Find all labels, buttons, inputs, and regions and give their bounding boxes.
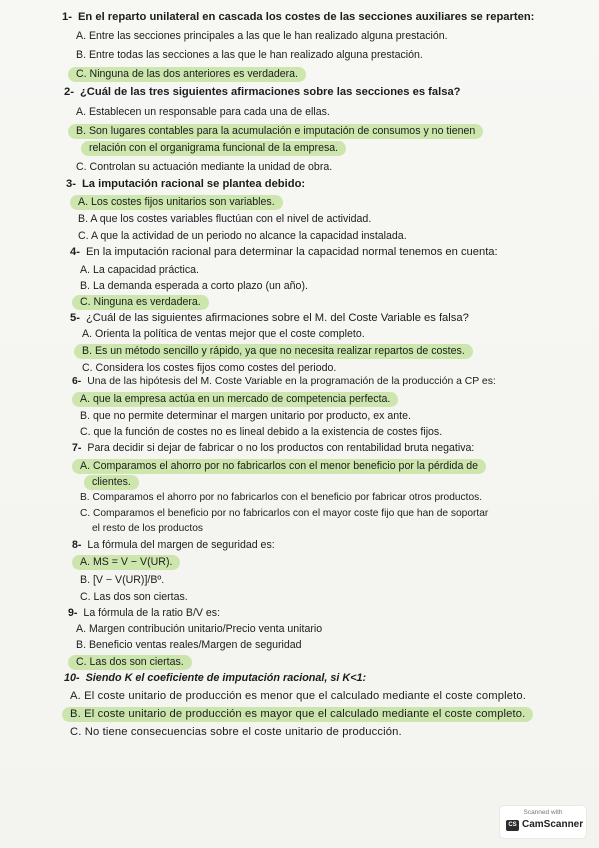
stamp-caption: Scanned with [523, 809, 563, 816]
stamp-brand: CamScanner [522, 819, 584, 830]
text-span: 4- [70, 246, 80, 258]
text-span: B. A que los costes variables fluctúan con el nivel de actividad. [78, 213, 372, 225]
q10-option-c [70, 725, 402, 739]
q7-option-b [80, 491, 482, 505]
q9-option-b [76, 638, 302, 652]
text-span: C. Comparamos el beneficio por no fabricarlos con el mayor coste fijo que han de soportar [80, 508, 489, 519]
question-1 [62, 10, 534, 24]
text-span: 5- [70, 312, 80, 324]
text-span: La fórmula del margen de seguridad es: [87, 539, 275, 551]
text-span: el resto de los productos [92, 523, 203, 534]
q8-option-c [80, 590, 188, 604]
text-span: Para decidir si dejar de fabricar o no los productos con rentabilidad bruta negativa: [87, 442, 475, 454]
q2-option-b [76, 124, 483, 138]
q6-option-b [80, 409, 411, 423]
text-span: B. [V − V(UR)]/Bº. [80, 574, 165, 586]
answer-highlight: C. Las dos son ciertas. [68, 655, 192, 670]
answer-highlight: A. que la empresa actúa en un mercado de competencia perfecta. [72, 392, 398, 407]
q1-option-a [76, 29, 448, 43]
q4-option-a [80, 263, 199, 277]
q7-option-c [80, 507, 488, 521]
text-span: 2- [64, 86, 74, 98]
camscanner-stamp [500, 806, 586, 838]
text-span: B. Beneficio ventas reales/Margen de seguridad [76, 639, 302, 651]
answer-highlight: B. Es un método sencillo y rápido, ya que no necesita realizar repartos de costes. [74, 344, 473, 359]
q7-option-a-cont [92, 475, 139, 489]
text-span: B. Entre todas las secciones a las que le han realizado alguna prestación. [76, 49, 423, 61]
text-span: B. que no permite determinar el margen unitario por producto, ex ante. [80, 410, 411, 422]
question-4 [70, 245, 498, 259]
question-7 [72, 441, 474, 455]
q4-option-c [80, 295, 209, 309]
answer-highlight: C. Ninguna de las dos anteriores es verdadera. [68, 67, 306, 82]
text-span: C. A que la actividad de un periodo no alcance la capacidad instalada. [78, 230, 407, 242]
text-span: A. Entre las secciones principales a las que le han realizado alguna prestación. [76, 30, 448, 42]
q5-option-b [82, 344, 473, 358]
text-span: C. Considera los costes fijos como costes del periodo. [82, 362, 337, 374]
text-span: En el reparto unilateral en cascada los costes de las secciones auxiliares se reparten: [77, 11, 535, 23]
answer-highlight: A. Comparamos el ahorro por no fabricarlos con el menor beneficio por la pérdida de [72, 459, 486, 474]
q6-option-a [80, 392, 398, 406]
q7-option-a [80, 459, 486, 473]
q10-option-a [70, 689, 526, 703]
text-span: 10- [64, 672, 80, 684]
text-span: 1- [62, 11, 72, 23]
text-span: Siendo K el coeficiente de imputación racional, si K<1: [85, 672, 367, 684]
q2-option-c [76, 160, 332, 174]
text-span: B. Comparamos el ahorro por no fabricarlos con el beneficio por fabricar otros productos. [80, 492, 483, 503]
question-3 [66, 177, 305, 191]
q2-option-a [76, 105, 330, 119]
text-span: C. No tiene consecuencias sobre el coste unitario de producción. [70, 726, 402, 738]
text-span: C. Las dos son ciertas. [80, 591, 188, 603]
question-6 [72, 375, 496, 389]
text-span: La imputación racional se plantea debido: [81, 178, 306, 190]
question-5 [70, 311, 469, 325]
question-9 [68, 606, 220, 620]
q6-option-c [80, 425, 442, 439]
answer-highlight: B. El coste unitario de producción es mayor que el calculado mediante el coste completo. [62, 707, 533, 722]
q3-option-b [78, 212, 371, 226]
text-span: A. Orienta la política de ventas mejor que el coste completo. [82, 328, 365, 340]
q8-option-a [80, 555, 180, 569]
q9-option-c [76, 655, 192, 669]
q1-option-b [76, 48, 423, 62]
question-8 [72, 538, 275, 552]
text-span: C. Controlan su actuación mediante la unidad de obra. [76, 161, 333, 173]
text-span: A. Establecen un responsable para cada una de ellas. [76, 106, 330, 118]
text-span: 7- [72, 442, 82, 454]
q8-option-b [80, 573, 164, 587]
answer-highlight: A. Los costes fijos unitarios son variables. [70, 195, 283, 210]
question-10 [64, 671, 366, 685]
text-span: 9- [68, 607, 78, 619]
text-span: A. La capacidad práctica. [80, 264, 199, 276]
q3-option-a [78, 195, 283, 209]
text-span: La fórmula de la ratio B/V es: [83, 607, 221, 619]
text-span: C. que la función de costes no es lineal debido a la existencia de costes fijos. [80, 426, 443, 438]
answer-highlight: clientes. [84, 475, 139, 490]
q10-option-b [70, 707, 533, 721]
question-2 [64, 85, 461, 99]
text-span: Una de las hipótesis del M. Coste Variable en la programación de la producción a CP es: [87, 376, 496, 387]
text-span: 8- [72, 539, 82, 551]
q3-option-c [78, 229, 407, 243]
answer-highlight: relación con el organigrama funcional de la empresa. [81, 141, 346, 156]
text-span: A. Margen contribución unitario/Precio venta unitario [76, 623, 323, 635]
q5-option-c [82, 361, 336, 375]
q2-option-b-cont [89, 141, 346, 155]
text-span: ¿Cuál de las tres siguientes afirmaciones sobre las secciones es falsa? [79, 86, 461, 98]
text-span: A. El coste unitario de producción es menor que el calculado mediante el coste completo. [70, 690, 526, 702]
text-span: ¿Cuál de las siguientes afirmaciones sobre el M. del Coste Variable es falsa? [85, 312, 469, 324]
q4-option-b [80, 279, 308, 293]
answer-highlight: C. Ninguna es verdadera. [72, 295, 209, 310]
q7-option-c-cont [92, 522, 203, 536]
q5-option-a [82, 327, 365, 341]
text-span: En la imputación racional para determinar la capacidad normal tenemos en cuenta: [85, 246, 498, 258]
text-span: 3- [66, 178, 76, 190]
q9-option-a [76, 622, 322, 636]
answer-highlight: B. Son lugares contables para la acumulación e imputación de consumos y no tienen [68, 124, 483, 139]
camscanner-logo-icon: CS [506, 820, 519, 831]
answer-highlight: A. MS = V − V(UR). [72, 555, 180, 570]
text-span: 6- [72, 376, 82, 387]
q1-option-c [76, 67, 306, 81]
text-span: B. La demanda esperada a corto plazo (un año). [80, 280, 308, 292]
